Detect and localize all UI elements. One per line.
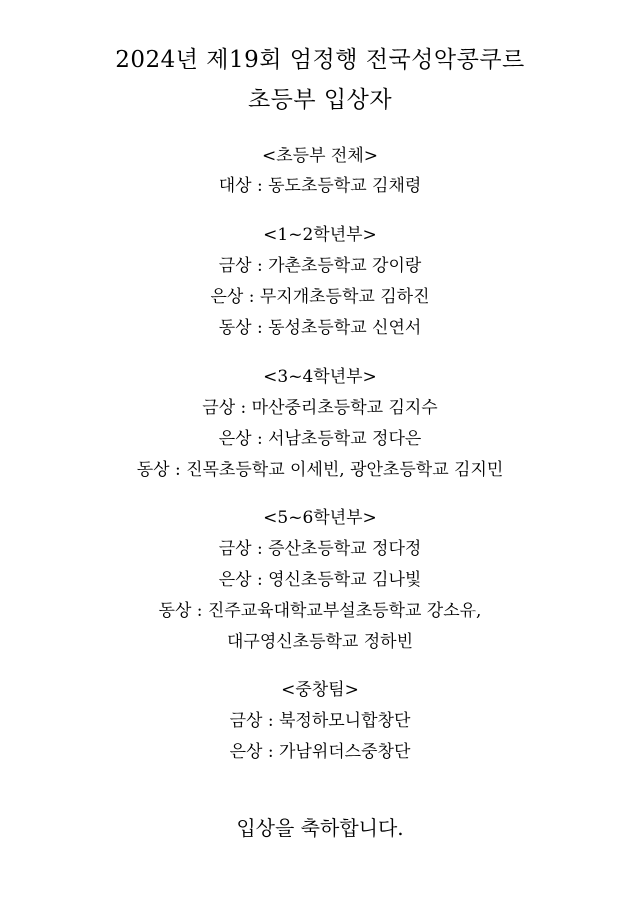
document-subtitle: 초등부 입상자 [247,87,393,113]
award-line: 동상 : 진주교육대학교부설초등학교 강소유, [158,601,482,621]
award-line: 은상 : 가남위더스중창단 [229,742,411,762]
award-line: 은상 : 영신초등학교 김나빛 [218,570,422,590]
award-line-continuation: 대구영신초등학교 정하빈 [226,632,414,652]
section-heading-grade-5-6: <5~6학년부> [263,508,377,528]
award-line: 대상 : 동도초등학교 김채령 [218,176,422,196]
award-line: 금상 : 북정하모니합창단 [229,711,411,731]
award-line: 금상 : 증산초등학교 정다정 [218,539,422,559]
award-line: 은상 : 서남초등학교 정다은 [218,429,422,449]
award-line: 금상 : 마산중리초등학교 김지수 [202,398,438,418]
section-heading-overall: <초등부 전체> [261,146,378,166]
section-heading-grade-3-4: <3~4학년부> [263,367,377,387]
award-line: 은상 : 무지개초등학교 김하진 [210,287,430,307]
section-heading-ensemble: <중창팀> [281,680,359,700]
closing-message: 입상을 축하합니다. [236,816,404,840]
section-heading-grade-1-2: <1~2학년부> [263,225,377,245]
award-line: 동상 : 진목초등학교 이세빈, 광안초등학교 김지민 [136,460,504,480]
document-title: 2024년 제19회 엄정행 전국성악콩쿠르 [115,47,525,73]
award-line: 동상 : 동성초등학교 신연서 [218,318,422,338]
award-line: 금상 : 가촌초등학교 강이랑 [218,256,422,276]
